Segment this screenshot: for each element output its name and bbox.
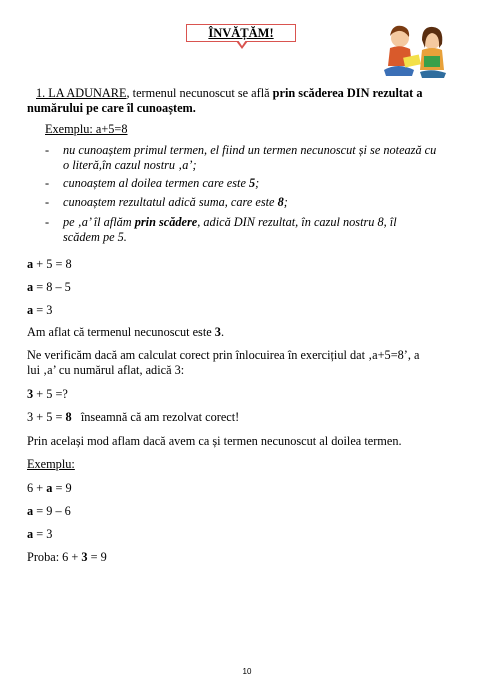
equation-1: a + 5 = 8 — [27, 257, 72, 271]
example-title: Exemplu: a+5=8 — [45, 122, 128, 136]
section-heading-line2: numărului pe care îl cunoaștem. — [27, 101, 196, 115]
children-reading-icon — [376, 18, 456, 80]
bullet-1-line1: nu cunoaștem primul termen, el fiind un termen necunoscut și se notează cu — [63, 143, 437, 157]
bullet-2: cunoaștem al doilea termen care este 5; — [63, 176, 260, 190]
example2-equation-3: a = 3 — [27, 527, 53, 541]
section-heading-line1: 1. LA ADUNARE, termenul necunoscut se află prin scăderea DIN rezultat a — [36, 86, 423, 100]
proba-line: Proba: 6 + 3 = 9 — [27, 550, 107, 564]
equation-3: a = 3 — [27, 303, 53, 317]
second-term-statement: Prin același mod aflam dacă avem ca și termen necunoscut al doilea termen. — [27, 434, 402, 448]
banner-title: ÎNVĂȚĂM! — [186, 24, 296, 42]
example2-title: Exemplu: — [27, 457, 75, 471]
bullet-4-line2: scădem pe 5. — [63, 230, 127, 244]
bullet-1-line2: o literă,în cazul nostru ‚a’; — [63, 158, 197, 172]
verify-line1: Ne verificăm dacă am calculat corect prin înlocuirea în exercițiul dat ‚a+5=8’, a — [27, 348, 420, 362]
section-label: 1. LA ADUNARE — [36, 86, 127, 100]
check-result: 3 + 5 = 8 înseamnă că am rezolvat corect! — [27, 410, 240, 424]
example2-equation-2: a = 9 – 6 — [27, 504, 71, 518]
bullet-4-line1: pe ‚a’ îl aflăm prin scădere, adică DIN rezultat, în cazul nostru 8, îl — [63, 215, 397, 229]
bullet-3: cunoaștem rezultatul adică suma, care este 8; — [63, 195, 288, 209]
page-number: 10 — [242, 667, 252, 676]
check-question: 3 + 5 =? — [27, 387, 68, 401]
document-page: ÎNVĂȚĂM! 1. LA ADUNARE, termenul necunoscut se află prin scăderea DIN rezultat a numărului pe care îl cunoaștem. Exemplu: a+5=8 - nu cunoaștem primul termen, el fiind un termen necunoscut și se notează cu o literă,în cazul nostru ‚a’; - cunoaștem al doilea termen care este 5; - cunoaștem rezultatul adică suma, care este 8; - pe ‚a’ îl aflăm prin scădere, adică DIN rezultat, în cazul nostru 8, îl scădem pe 5. a + 5 = 8 a = 8 – 5 a = 3 Am aflat că termenul necunoscut este 3. Ne verificăm dacă am calculat corect prin înlocuirea în exercițiul dat ‚a+5=8’, a lui ‚a’ cu numărul aflat, adică 3: 3 + 5 =? 3 + 5 = 8 înseamnă că am rezolvat corect! Prin același mod aflam dacă avem ca și termen necunoscut al doilea termen. Exemplu: 6 + a = 9 a = 9 – 6 a = 3 Proba: 6 + 3 = 9 10 — [0, 0, 494, 700]
title-banner — [186, 24, 296, 50]
verify-line2: lui ‚a’ cu numărul aflat, adică 3: — [27, 363, 185, 377]
found-statement: Am aflat că termenul necunoscut este 3. — [27, 325, 225, 339]
example2-equation-1: 6 + a = 9 — [27, 481, 72, 495]
equation-2: a = 8 – 5 — [27, 280, 71, 294]
